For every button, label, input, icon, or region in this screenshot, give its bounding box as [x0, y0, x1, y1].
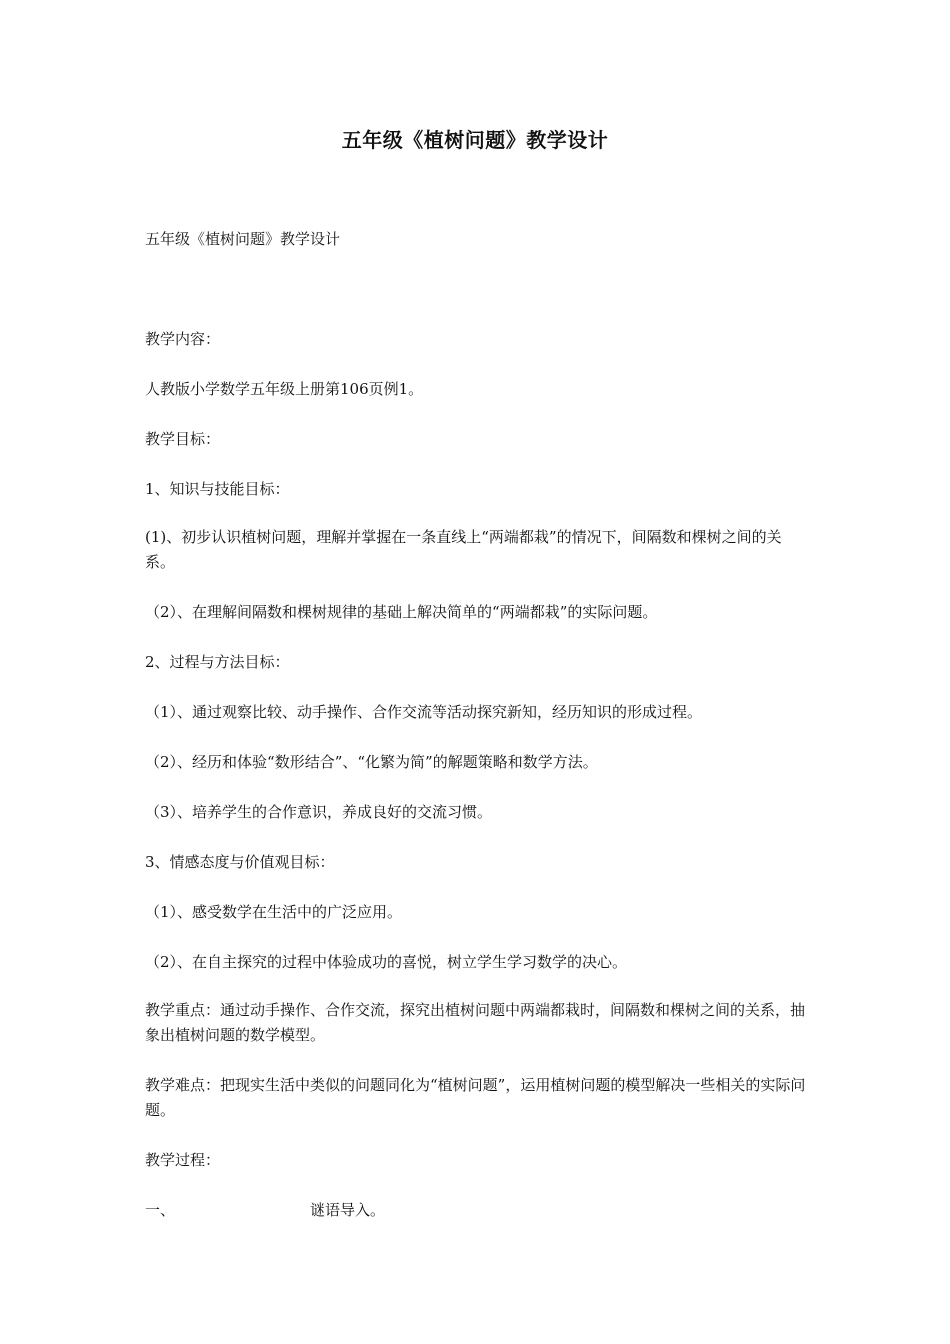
paragraph-key-point: 教学重点：通过动手操作、合作交流，探究出植树问题中两端都栽时，间隔数和棵树之间的关系，抽象出植树问题的数学模型。 — [145, 1001, 806, 1044]
paragraph-teaching-process-label: 教学过程： — [145, 1151, 221, 1169]
paragraph-teaching-content-label: 教学内容： — [145, 330, 221, 348]
paragraph-process-goal-2: （2）、经历和体验“数形结合”、“化繁为简”的解题策略和数学方法。 — [145, 753, 598, 771]
paragraph-process-goal-3: （3）、培养学生的合作意识，养成良好的交流习惯。 — [145, 803, 493, 821]
paragraph-knowledge-goal-2: （2）、在理解间隔数和棵树规律的基础上解决简单的“两端都栽”的实际问题。 — [145, 603, 658, 621]
paragraph-teaching-goals-label: 教学目标： — [145, 430, 221, 448]
paragraph-knowledge-goal-1: (1)、初步认识植树问题，理解并掌握在一条直线上“两端都栽”的情况下，间隔数和棵树之间的关系。 — [145, 528, 782, 571]
paragraph-process-goal-1: （1）、通过观察比较、动手操作、合作交流等活动探究新知，经历知识的形成过程。 — [145, 703, 703, 721]
section-text: 谜语导入。 — [310, 1201, 386, 1219]
section-riddle-intro — [145, 1198, 810, 1223]
paragraph-emotion-goal-heading: 3、情感态度与价值观目标： — [145, 853, 335, 871]
paragraph-difficult-point: 教学难点：把现实生活中类似的问题同化为“植树问题”，运用植树问题的模型解决一些相关的实际问题。 — [145, 1076, 806, 1119]
paragraph-process-goal-heading: 2、过程与方法目标： — [145, 653, 290, 671]
paragraph-knowledge-goal-heading: 1、知识与技能目标： — [145, 480, 290, 498]
paragraph-emotion-goal-1: （1）、感受数学在生活中的广泛应用。 — [145, 903, 403, 921]
paragraph-emotion-goal-2: （2）、在自主探究的过程中体验成功的喜悦，树立学生学习数学的决心。 — [145, 953, 628, 971]
paragraph-teaching-content: 人教版小学数学五年级上册第106页例1。 — [145, 380, 424, 398]
section-number: 一、 — [145, 1201, 176, 1219]
document-subtitle: 五年级《植树问题》教学设计 — [145, 230, 341, 248]
document-title: 五年级《植树问题》教学设计 — [341, 128, 609, 152]
